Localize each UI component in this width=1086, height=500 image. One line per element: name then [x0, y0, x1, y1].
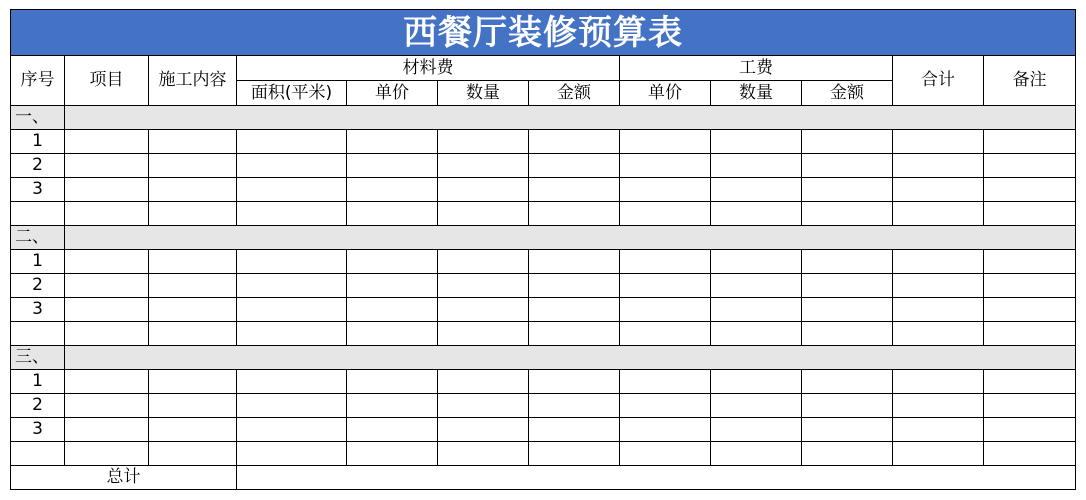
- header-material-unit-price[interactable]: 单价: [347, 81, 438, 106]
- table-cell[interactable]: [347, 130, 438, 154]
- table-cell[interactable]: [149, 394, 237, 418]
- table-cell[interactable]: [149, 178, 237, 202]
- table-cell[interactable]: [620, 418, 711, 442]
- table-row: [11, 130, 1076, 154]
- table-cell[interactable]: [984, 298, 1076, 322]
- row-seq-cell[interactable]: [11, 442, 65, 466]
- table-cell[interactable]: [984, 322, 1076, 346]
- table-cell[interactable]: [893, 370, 984, 394]
- table-cell[interactable]: [65, 130, 149, 154]
- table-cell[interactable]: [149, 322, 237, 346]
- table-cell[interactable]: [65, 442, 149, 466]
- table-cell[interactable]: [529, 370, 620, 394]
- sheet-title: 西餐厅装修预算表: [11, 10, 1076, 56]
- header-labor-quantity[interactable]: 数量: [711, 81, 802, 106]
- table-cell[interactable]: [893, 154, 984, 178]
- table-cell[interactable]: [149, 298, 237, 322]
- table-cell[interactable]: [529, 274, 620, 298]
- table-cell[interactable]: [893, 178, 984, 202]
- header-area[interactable]: 面积(平米): [237, 81, 347, 106]
- table-cell[interactable]: [984, 394, 1076, 418]
- section-fill-cell[interactable]: [65, 106, 1076, 130]
- row-seq-cell[interactable]: [11, 202, 65, 226]
- table-cell[interactable]: [237, 250, 347, 274]
- table-cell[interactable]: [711, 394, 802, 418]
- table-cell[interactable]: [438, 298, 529, 322]
- table-cell[interactable]: [149, 274, 237, 298]
- table-cell[interactable]: [711, 322, 802, 346]
- table-cell[interactable]: [237, 298, 347, 322]
- table-cell[interactable]: [237, 370, 347, 394]
- table-row: [11, 322, 1076, 346]
- table-cell[interactable]: [802, 178, 893, 202]
- row-seq-cell[interactable]: 2: [11, 274, 65, 298]
- row-seq-cell[interactable]: 2: [11, 394, 65, 418]
- table-cell[interactable]: [893, 322, 984, 346]
- table-cell[interactable]: [802, 418, 893, 442]
- table-row: [11, 298, 1076, 322]
- table-cell[interactable]: [984, 370, 1076, 394]
- row-seq-cell[interactable]: 3: [11, 418, 65, 442]
- header-labor[interactable]: 工费: [620, 56, 893, 81]
- table-cell[interactable]: [347, 178, 438, 202]
- section-row: [11, 346, 1076, 370]
- row-seq-cell[interactable]: 3: [11, 298, 65, 322]
- table-cell[interactable]: [711, 274, 802, 298]
- table-cell[interactable]: [802, 202, 893, 226]
- table-cell[interactable]: [149, 154, 237, 178]
- table-cell[interactable]: [237, 130, 347, 154]
- row-seq-cell[interactable]: 1: [11, 250, 65, 274]
- table-cell[interactable]: [149, 250, 237, 274]
- table-cell[interactable]: [529, 250, 620, 274]
- table-row: [11, 418, 1076, 442]
- table-cell[interactable]: [529, 130, 620, 154]
- header-subtotal[interactable]: 合计: [893, 56, 984, 106]
- table-cell[interactable]: [65, 202, 149, 226]
- table-cell[interactable]: [237, 154, 347, 178]
- table-cell[interactable]: [149, 442, 237, 466]
- table-cell[interactable]: [620, 178, 711, 202]
- table-cell[interactable]: [438, 322, 529, 346]
- budget-table: [10, 9, 1076, 490]
- table-cell[interactable]: [149, 130, 237, 154]
- table-cell[interactable]: [893, 274, 984, 298]
- table-row: [11, 178, 1076, 202]
- table-cell[interactable]: [893, 130, 984, 154]
- table-cell[interactable]: [438, 178, 529, 202]
- table-cell[interactable]: [237, 178, 347, 202]
- table-cell[interactable]: [711, 154, 802, 178]
- section-fill-cell[interactable]: [65, 346, 1076, 370]
- table-cell[interactable]: [711, 298, 802, 322]
- table-cell[interactable]: [438, 418, 529, 442]
- header-labor-unit-price[interactable]: 单价: [620, 81, 711, 106]
- table-cell[interactable]: [802, 130, 893, 154]
- table-cell[interactable]: [529, 418, 620, 442]
- table-cell[interactable]: [347, 394, 438, 418]
- table-cell[interactable]: [802, 322, 893, 346]
- table-cell[interactable]: [149, 418, 237, 442]
- table-cell[interactable]: [620, 130, 711, 154]
- table-row: [11, 154, 1076, 178]
- table-cell[interactable]: [149, 202, 237, 226]
- table-cell[interactable]: [711, 202, 802, 226]
- table-cell[interactable]: [711, 370, 802, 394]
- table-cell[interactable]: [984, 154, 1076, 178]
- table-cell[interactable]: [347, 418, 438, 442]
- table-cell[interactable]: [438, 370, 529, 394]
- table-cell[interactable]: [893, 394, 984, 418]
- table-cell[interactable]: [347, 154, 438, 178]
- table-cell[interactable]: [438, 130, 529, 154]
- table-cell[interactable]: [620, 298, 711, 322]
- row-seq-cell[interactable]: 2: [11, 154, 65, 178]
- table-row: [11, 442, 1076, 466]
- table-cell[interactable]: [984, 250, 1076, 274]
- table-cell[interactable]: [893, 250, 984, 274]
- row-seq-cell[interactable]: 1: [11, 370, 65, 394]
- table-cell[interactable]: [237, 394, 347, 418]
- table-cell[interactable]: [984, 178, 1076, 202]
- table-cell[interactable]: [438, 274, 529, 298]
- table-cell[interactable]: [620, 202, 711, 226]
- table-cell[interactable]: [711, 178, 802, 202]
- table-cell[interactable]: [984, 130, 1076, 154]
- table-cell[interactable]: [984, 418, 1076, 442]
- table-cell[interactable]: [65, 418, 149, 442]
- total-row: [11, 466, 1076, 490]
- table-cell[interactable]: [529, 394, 620, 418]
- table-cell[interactable]: [620, 442, 711, 466]
- table-row: [11, 394, 1076, 418]
- table-cell[interactable]: [149, 370, 237, 394]
- table-row: [11, 202, 1076, 226]
- table-cell[interactable]: [237, 202, 347, 226]
- table-cell[interactable]: [620, 154, 711, 178]
- table-cell[interactable]: [802, 154, 893, 178]
- table-cell[interactable]: [347, 250, 438, 274]
- table-cell[interactable]: [802, 394, 893, 418]
- table-cell[interactable]: [620, 250, 711, 274]
- table-cell[interactable]: [529, 298, 620, 322]
- table-cell[interactable]: [237, 322, 347, 346]
- table-cell[interactable]: [347, 442, 438, 466]
- table-cell[interactable]: [347, 202, 438, 226]
- table-cell[interactable]: [984, 202, 1076, 226]
- table-cell[interactable]: [984, 442, 1076, 466]
- total-value-cell[interactable]: [237, 466, 1076, 490]
- header-seq[interactable]: 序号: [11, 56, 65, 106]
- table-cell[interactable]: [438, 250, 529, 274]
- table-cell[interactable]: [347, 298, 438, 322]
- header-content[interactable]: 施工内容: [149, 56, 237, 106]
- table-cell[interactable]: [620, 370, 711, 394]
- table-cell[interactable]: [711, 250, 802, 274]
- table-cell[interactable]: [65, 154, 149, 178]
- table-cell[interactable]: [438, 442, 529, 466]
- table-cell[interactable]: [347, 370, 438, 394]
- table-cell[interactable]: [529, 178, 620, 202]
- table-cell[interactable]: [893, 202, 984, 226]
- row-seq-cell[interactable]: 1: [11, 130, 65, 154]
- table-cell[interactable]: [711, 130, 802, 154]
- table-cell[interactable]: [347, 322, 438, 346]
- section-row: [11, 226, 1076, 250]
- table-cell[interactable]: [438, 154, 529, 178]
- section-fill-cell[interactable]: [65, 226, 1076, 250]
- table-row: [11, 250, 1076, 274]
- table-cell[interactable]: [65, 298, 149, 322]
- total-label[interactable]: 总计: [11, 466, 237, 490]
- table-cell[interactable]: [893, 418, 984, 442]
- table-row: [11, 370, 1076, 394]
- table-cell[interactable]: [65, 370, 149, 394]
- header-item[interactable]: 项目: [65, 56, 149, 106]
- header-material[interactable]: 材料费: [237, 56, 620, 81]
- table-cell[interactable]: [620, 394, 711, 418]
- table-cell[interactable]: [529, 442, 620, 466]
- section-label[interactable]: 二、: [11, 226, 65, 250]
- table-cell[interactable]: [802, 250, 893, 274]
- table-cell[interactable]: [802, 298, 893, 322]
- table-cell[interactable]: [620, 322, 711, 346]
- table-cell[interactable]: [802, 442, 893, 466]
- header-labor-amount[interactable]: 金额: [802, 81, 893, 106]
- table-cell[interactable]: [347, 274, 438, 298]
- row-seq-cell[interactable]: [11, 322, 65, 346]
- table-cell[interactable]: [438, 202, 529, 226]
- table-cell[interactable]: [438, 394, 529, 418]
- table-cell[interactable]: [237, 442, 347, 466]
- table-cell[interactable]: [529, 322, 620, 346]
- table-cell[interactable]: [65, 178, 149, 202]
- header-remark[interactable]: 备注: [984, 56, 1076, 106]
- row-seq-cell[interactable]: 3: [11, 178, 65, 202]
- table-cell[interactable]: [893, 298, 984, 322]
- section-row: [11, 106, 1076, 130]
- table-cell[interactable]: [237, 418, 347, 442]
- header-material-quantity[interactable]: 数量: [438, 81, 529, 106]
- table-cell[interactable]: [620, 274, 711, 298]
- table-cell[interactable]: [802, 370, 893, 394]
- table-cell[interactable]: [65, 322, 149, 346]
- table-cell[interactable]: [65, 250, 149, 274]
- section-label[interactable]: 一、: [11, 106, 65, 130]
- budget-sheet: [10, 9, 1075, 490]
- table-cell[interactable]: [984, 274, 1076, 298]
- table-cell[interactable]: [529, 202, 620, 226]
- header-material-amount[interactable]: 金额: [529, 81, 620, 106]
- table-cell[interactable]: [529, 154, 620, 178]
- section-label[interactable]: 三、: [11, 346, 65, 370]
- table-cell[interactable]: [237, 274, 347, 298]
- table-cell[interactable]: [711, 418, 802, 442]
- table-cell[interactable]: [802, 274, 893, 298]
- table-cell[interactable]: [711, 442, 802, 466]
- table-cell[interactable]: [65, 274, 149, 298]
- table-row: [11, 274, 1076, 298]
- table-cell[interactable]: [65, 394, 149, 418]
- table-cell[interactable]: [893, 442, 984, 466]
